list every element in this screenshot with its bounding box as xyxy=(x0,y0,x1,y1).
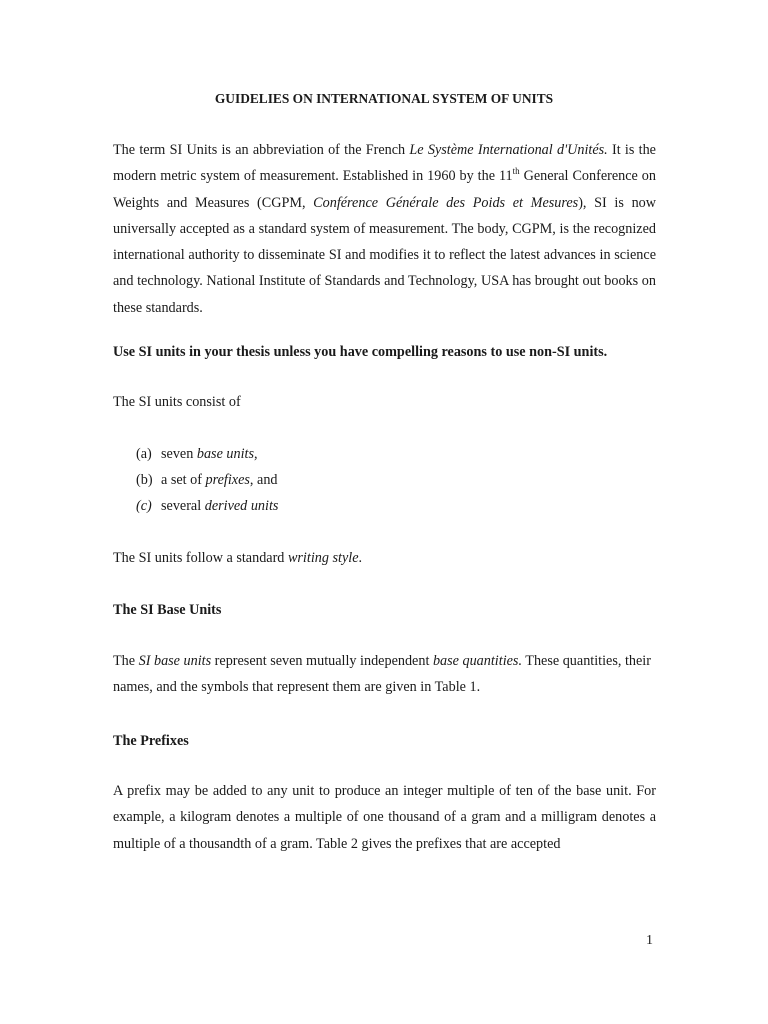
prefixes-paragraph: A prefix may be added to any unit to produce an integer multiple of ten of the base unit. For example, a kilogram denotes a multiple of one thousand of a gram and a milligram denotes a multiple of a thousandth of a gram. Table 2 gives the prefixes that are accepted xyxy=(113,783,656,852)
writing-style-after: . xyxy=(358,550,363,566)
prefixes-heading: The Prefixes xyxy=(113,733,189,749)
writing-style-text: The SI units follow a standard xyxy=(113,550,288,566)
consist-intro: The SI units consist of xyxy=(113,394,241,410)
intro-text-2: It is the modern metric system of measurement. Established in 1960 by the 11 xyxy=(113,142,656,185)
list-marker: (c) xyxy=(136,498,152,515)
writing-style-italic: writing style xyxy=(287,550,359,566)
base-units-text-2: represent seven mutually independent xyxy=(211,653,433,669)
list-italic: derived units xyxy=(204,498,279,515)
page-number: 1 xyxy=(646,933,653,948)
intro-italic-cgpm-name: Conférence Générale des Poids et Mesures xyxy=(313,194,579,211)
list-marker: (a) xyxy=(136,446,152,462)
writing-style-paragraph xyxy=(113,545,656,571)
intro-text-4: ), SI is now universally accepted as a standard system of measurement. The body, CGPM, is the recognized international authority to disseminate SI and modifies it to reflect the latest advances in science and technology. National Institute of Standards and Technology, USA has brought out books on these standards. xyxy=(113,194,656,316)
intro-text-3: General Conference on Weights and Measures (CGPM, xyxy=(113,168,656,211)
list-item xyxy=(136,467,278,493)
list-italic: base units xyxy=(196,446,255,462)
list-text: seven xyxy=(161,446,197,462)
base-units-heading: The SI Base Units xyxy=(113,602,222,618)
list-item xyxy=(136,441,278,467)
base-units-italic-2: base quantities. xyxy=(432,653,522,669)
intro-italic-french-name: Le Système International d'Unités. xyxy=(409,142,608,158)
base-units-text-1: The xyxy=(113,653,139,669)
base-units-italic-1: SI base units xyxy=(138,653,212,669)
base-units-text-3: These quantities, their names, and the symbols that represent them are given in Table 1. xyxy=(113,653,651,696)
list-after: , and xyxy=(249,472,278,489)
list-after: , xyxy=(254,446,258,462)
intro-superscript: th xyxy=(512,166,520,177)
list-text: several xyxy=(161,498,205,515)
emphasis-paragraph: Use SI units in your thesis unless you have compelling reasons to use non-SI units. xyxy=(113,344,608,360)
document-title: GUIDELIES ON INTERNATIONAL SYSTEM OF UNITS xyxy=(214,91,554,106)
base-units-paragraph xyxy=(113,648,656,701)
list-text: a set of xyxy=(161,472,206,489)
intro-text-1: The term SI Units is an abbreviation of the French xyxy=(113,142,410,158)
list-item xyxy=(136,493,278,519)
intro-paragraph xyxy=(113,137,656,321)
si-components-list xyxy=(136,441,278,520)
list-marker: (b) xyxy=(136,472,153,489)
list-italic: prefixes xyxy=(205,472,250,489)
